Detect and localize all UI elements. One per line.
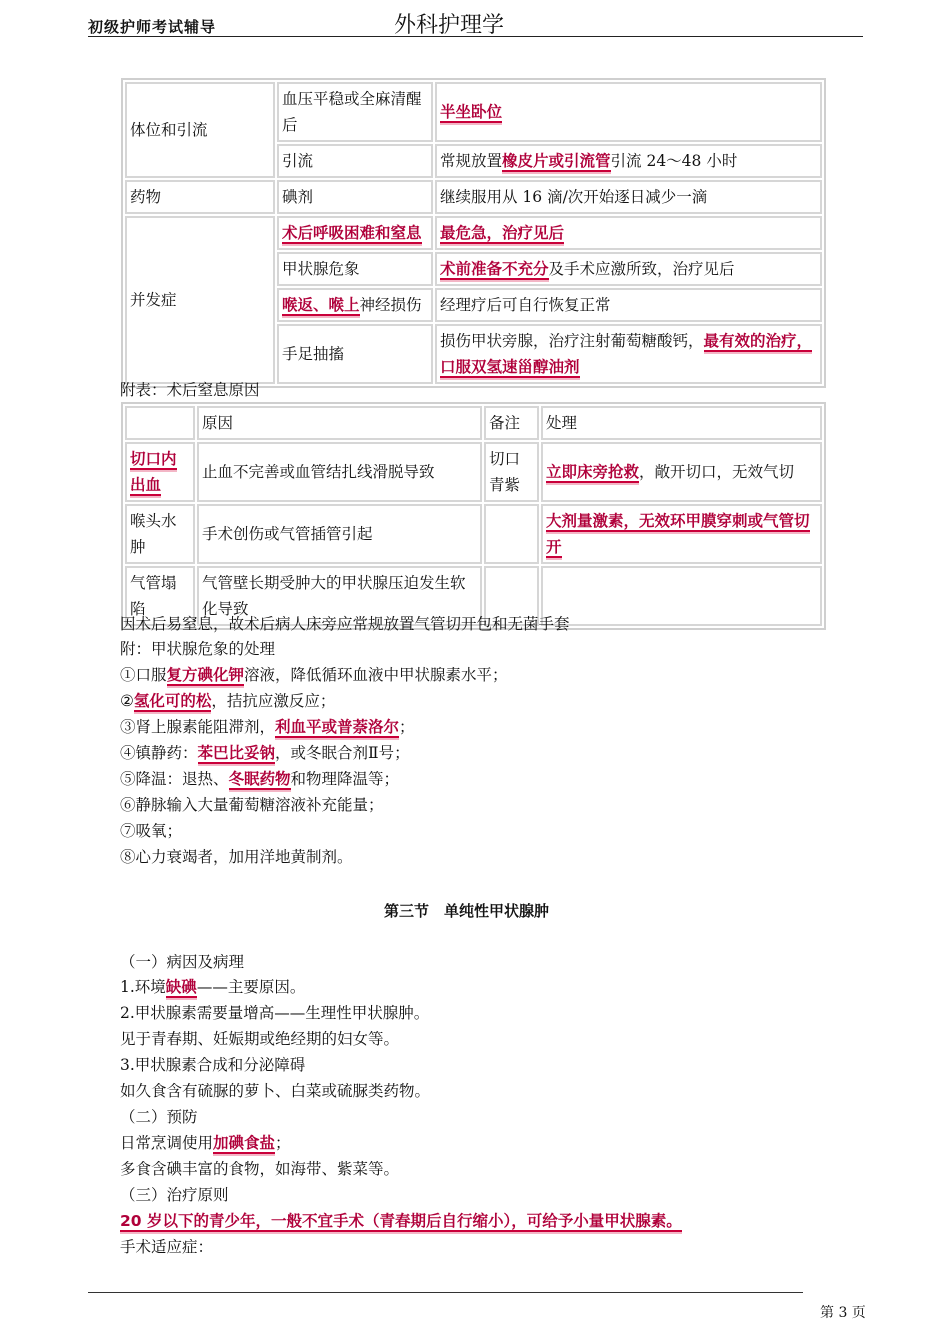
cell-iodine: 碘剂: [277, 180, 433, 214]
cell-drainage-detail: 常规放置橡皮片或引流管引流 24～48 小时: [435, 144, 822, 178]
crisis-step-5: ⑤降温：退热、冬眠药物和物理降温等；: [120, 770, 400, 788]
cell-incision-bleeding: 切口内出血: [130, 450, 177, 494]
prevention-2: 多食含碘丰富的食物，如海带、紫菜等。: [120, 1160, 400, 1178]
cell-asphyxia-detail: 最危急，治疗见后: [440, 224, 565, 242]
cell-edema-treatment: 大剂量激素，无效环甲膜穿刺或气管切开: [546, 512, 810, 556]
cell-tetany: 手足抽搐: [277, 324, 433, 384]
cell-bp-stable: 血压平稳或全麻清醒后: [277, 82, 433, 142]
crisis-step-6: ⑥静脉输入大量葡萄糖溶液补充能量；: [120, 796, 384, 814]
cell-position-drainage: 体位和引流: [125, 82, 275, 178]
cell-drainage: 引流: [277, 144, 433, 178]
etiology-1: 1.环境缺碘——主要原因。: [120, 978, 306, 996]
header-cause: 原因: [197, 406, 482, 440]
header-left-text: 初级护师考试辅导: [88, 18, 217, 36]
asphyxia-causes-table: [121, 402, 826, 630]
etiology-2-note: 见于青春期、妊娠期或绝经期的妇女等。: [120, 1030, 400, 1048]
cell-laryngeal-edema: 喉头水肿: [125, 504, 195, 564]
section-title: 第三节 单纯性甲状腺肿: [384, 902, 550, 920]
etiology-3-note: 如久食含有硫脲的萝卜、白菜或硫脲类药物。: [120, 1082, 431, 1100]
cell-nerve-injury-detail: 经理疗后可自行恢复正常: [435, 288, 822, 322]
subheading-treatment: （三）治疗原则: [120, 1186, 229, 1204]
crisis-step-2: ②氢化可的松，拮抗应激反应；: [120, 692, 336, 710]
page-number: 第 3 页: [820, 1305, 866, 1321]
etiology-3: 3.甲状腺素合成和分泌障碍: [120, 1056, 306, 1074]
cell-iodine-detail: 继续服用从 16 滴/次开始逐日减少一滴: [435, 180, 822, 214]
subheading-etiology: （一）病因及病理: [120, 953, 245, 971]
cell-semi-sitting: 半坐卧位: [440, 103, 503, 121]
header-remark: 备注: [484, 406, 539, 440]
subheading-prevention: （二）预防: [120, 1108, 198, 1126]
treatment-indications: 手术适应症：: [120, 1238, 214, 1256]
cell-bleeding-treatment: 立即床旁抢救，敞开切口，无效气切: [541, 442, 822, 502]
cell-tracheal-collapse: 气管塌陷: [125, 566, 195, 626]
cell-thyroid-crisis-detail: 术前准备不充分及手术应激所致，治疗见后: [435, 252, 822, 286]
etiology-2: 2.甲状腺素需要量增高——生理性甲状腺肿。: [120, 1004, 430, 1022]
note-tracheotomy: 因术后易窒息，故术后病人床旁应常规放置气管切开包和无菌手套: [120, 615, 570, 633]
treatment-1: 20 岁以下的青少年，一般不宜手术（青春期后自行缩小），可给予小量甲状腺素。: [120, 1212, 682, 1230]
crisis-title: 附：甲状腺危象的处理: [120, 640, 276, 658]
cell-collapse-treatment: [541, 566, 822, 626]
crisis-step-3: ③肾上腺素能阻滞剂，利血平或普萘洛尔；: [120, 718, 415, 736]
cell-complications: 并发症: [125, 216, 275, 384]
header-empty: [125, 406, 195, 440]
cell-tetany-detail: 损伤甲状旁腺，治疗注射葡萄糖酸钙，最有效的治疗，口服双氢速甾醇油剂: [435, 324, 822, 384]
cell-drugs: 药物: [125, 180, 275, 214]
cell-bleeding-cause: 止血不完善或血管结扎线滑脱导致: [197, 442, 482, 502]
header-divider: [88, 36, 863, 37]
prevention-1: 日常烹调使用加碘食盐；: [120, 1134, 291, 1152]
cell-edema-cause: 手术创伤或气管插管引起: [197, 504, 482, 564]
cell-collapse-cause: 气管壁长期受肿大的甲状腺压迫发生软化导致: [197, 566, 482, 626]
table2-caption: 附表：术后窒息原因: [120, 381, 260, 399]
cell-asphyxia: 术后呼吸困难和窒息: [282, 224, 422, 242]
cell-nerve-injury: 喉返、喉上神经损伤: [277, 288, 433, 322]
cell-edema-remark: [484, 504, 539, 564]
crisis-step-7: ⑦吸氧；: [120, 822, 183, 840]
cell-thyroid-crisis: 甲状腺危象: [277, 252, 433, 286]
postop-care-table: [121, 78, 826, 388]
header-treatment: 处理: [541, 406, 822, 440]
cell-bleeding-remark: 切口青紫: [484, 442, 539, 502]
page-title: 外科护理学: [394, 13, 505, 38]
footer-divider: [88, 1292, 803, 1293]
crisis-step-1: ①口服复方碘化钾溶液，降低循环血液中甲状腺素水平；: [120, 666, 508, 684]
crisis-step-8: ⑧心力衰竭者，加用洋地黄制剂。: [120, 848, 353, 866]
crisis-step-4: ④镇静药：苯巴比妥钠，或冬眠合剂Ⅱ号；: [120, 744, 410, 762]
